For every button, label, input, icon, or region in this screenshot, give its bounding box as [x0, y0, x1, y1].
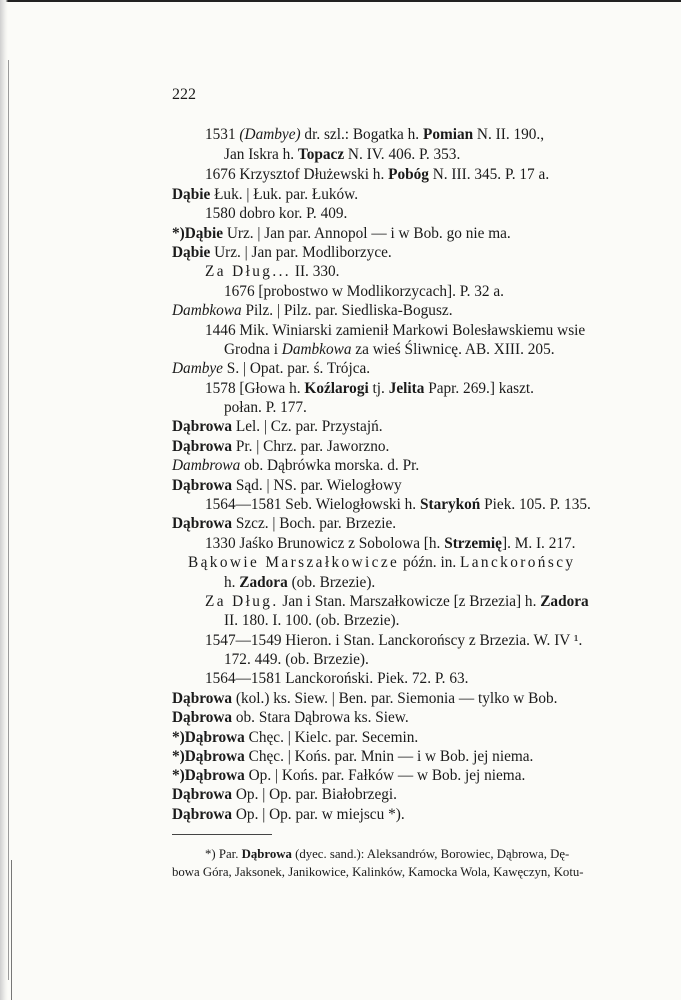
top-border-line: [0, 0, 681, 8]
entry-line: 1330 Jaśko Brunowicz z Sobolowa [h. Strzemię]. M. I. 217.: [205, 535, 576, 552]
entry-heading: Dąbrowa Pr. | Chrz. par. Jaworzno.: [172, 438, 390, 455]
entry-heading: *)Dąbrowa Chęc. | Końs. par. Mnin — i w Bob. jej niema.: [172, 748, 534, 765]
entry-line: 1676 Krzysztof Dłużewski h. Pobóg N. III. 345. P. 17 a.: [205, 166, 550, 183]
entry-heading: Dąbrowa Sąd. | NS. par. Wielogłowy: [172, 477, 402, 494]
entry-heading: Dąbie Urz. | Jan par. Modliborzyce.: [172, 244, 392, 261]
entry-heading: Dąbie Łuk. | Łuk. par. Łuków.: [172, 186, 359, 203]
entry-line: 1564—1581 Lanckoroński. Piek. 72. P. 63.: [205, 670, 469, 687]
entry-heading: Dąbrowa Lel. | Cz. par. Przystajń.: [172, 418, 383, 435]
entry-heading: Dąbrowa (kol.) ks. Siew. | Ben. par. Siemonia — tylko w Bob.: [172, 690, 558, 707]
entry-line: połan. P. 177.: [224, 399, 307, 416]
page-number: 222: [172, 86, 196, 103]
entry-line: h. Zadora (ob. Brzezie).: [224, 574, 376, 591]
footnote-line: *) Par. Dąbrowa (dyec. sand.): Aleksandrów, Borowiec, Dąbrowa, Dę-: [205, 847, 570, 861]
entry-line: 1564—1581 Seb. Wielogłowski h. Starykoń Piek. 105. P. 135.: [205, 496, 591, 513]
entry-heading: Dambye S. | Opat. par. ś. Trójca.: [172, 360, 371, 377]
entry-heading: Dąbrowa Szcz. | Boch. par. Brzezie.: [172, 515, 397, 532]
entry-line: 1676 [probostwo w Modlikorzycach]. P. 32 a.: [224, 283, 504, 300]
entry-line: Za Dług. Jan i Stan. Marszałkowicze [z Brzezia] h. Zadora: [205, 593, 589, 610]
entry-heading: *)Dąbrowa Chęc. | Kielc. par. Secemin.: [172, 729, 419, 746]
entry-line: Grodna i Dambkowa za wieś Śliwnicę. AB. XIII. 205.: [224, 341, 555, 358]
entry-line: 1547—1549 Hieron. i Stan. Lanckorońscy z Brzezia. W. IV ¹.: [205, 632, 583, 649]
entry-line: Za Dług... II. 330.: [205, 263, 340, 280]
entry-line: Jan Iskra h. Topacz N. IV. 406. P. 353.: [224, 146, 461, 163]
entry-line: II. 180. I. 100. (ob. Brzezie).: [224, 612, 400, 629]
left-margin-rule-lower: [11, 860, 12, 1000]
footnote-rule: [172, 834, 272, 835]
entry-line: Bąkowie Marszałkowicze późn. in. Lanckorońscy: [188, 554, 576, 571]
entry-heading: Dąbrowa Op. | Op. par. w miejscu *).: [172, 806, 405, 823]
entry-heading: Dąbrowa Op. | Op. par. Białobrzegi.: [172, 786, 397, 803]
entry-line: 1580 dobro kor. P. 409.: [205, 205, 348, 222]
entry-line: 1446 Mik. Winiarski zamienił Markowi Bolesławskiemu wsie: [205, 322, 586, 339]
left-margin-rule: [8, 60, 9, 980]
page-binding-edge: [0, 0, 8, 1000]
entry-heading: Dambrowa ob. Dąbrówka morska. d. Pr.: [172, 457, 420, 474]
entry-line: 1531 (Dambye) dr. szl.: Bogatka h. Pomian N. II. 190.,: [205, 126, 545, 143]
footnote-line: bowa Góra, Jaksonek, Janikowice, Kalinków, Kamocka Wola, Kawęczyn, Kotu-: [172, 865, 584, 879]
entry-line: 1578 [Głowa h. Koźlarogi tj. Jelita Papr. 269.] kaszt.: [205, 380, 535, 397]
entry-heading: *)Dąbrowa Op. | Końs. par. Fałków — w Bob. jej niema.: [172, 767, 526, 784]
entry-line: 172. 449. (ob. Brzezie).: [224, 651, 369, 668]
entry-heading: Dambkowa Pilz. | Pilz. par. Siedliska-Bogusz.: [172, 302, 453, 319]
entry-heading: Dąbrowa ob. Stara Dąbrowa ks. Siew.: [172, 709, 409, 726]
entry-heading: *)Dąbie Urz. | Jan par. Annopol — i w Bob. go nie ma.: [172, 225, 511, 242]
